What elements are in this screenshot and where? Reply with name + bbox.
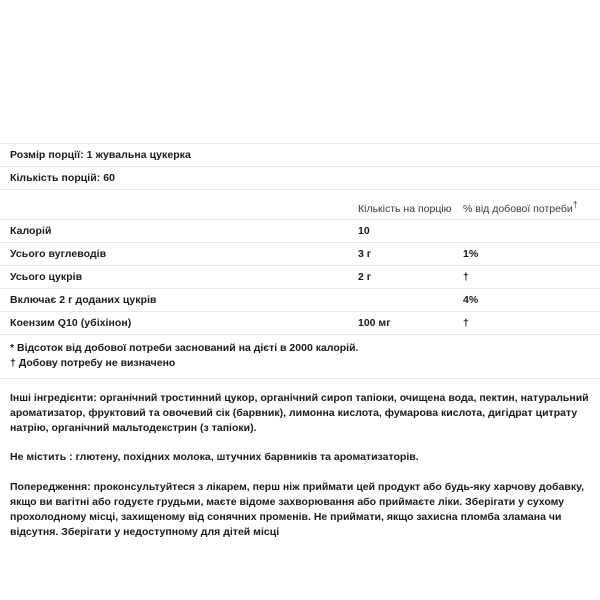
section-divider [0,378,600,379]
table-row [0,288,600,311]
nutrient-daily-value: † [463,270,469,283]
other-ingredients-paragraph: Інші інгредієнти: органічний тростинний цукор, органічний сироп тапіоки, очищена вода, пектин, натуральний ароматизатор, фруктовий та овочевий сік (барвник), лимонна кислота, фумарова кислота, дигідрат цитрату натрію, органічний мальтодекстрин (з тапіоки). [10,391,589,435]
nutrient-name: Усього цукрів [10,270,83,283]
column-header-daily-value-text: % від добової потреби [463,203,573,216]
nutrient-name: Усього вуглеводів [10,247,107,260]
column-header-daily-value-marker: † [572,199,578,210]
footnotes-block [0,334,600,378]
nutrient-name: Калорій [10,224,52,237]
serving-size-row [0,143,600,166]
nutrient-amount: 10 [358,224,370,237]
nutrient-name: Включає 2 г доданих цукрів [10,293,157,306]
footnote-daily-value-not-established: † Добову потребу не визначено [10,356,176,369]
nutrient-amount: 2 г [358,270,372,283]
nutrient-amount: 100 мг [358,316,391,329]
nutrient-amount: 3 г [358,247,372,260]
nutrient-daily-value: 1% [463,247,479,260]
nutrient-name: Коензим Q10 (убіхінон) [10,316,132,329]
table-row [0,311,600,334]
table-row [0,242,600,265]
nutrient-daily-value: † [463,316,469,329]
footnote-percent-daily-value: * Відсоток від добової потреби заснований на дієті в 2000 калорій. [10,342,359,354]
servings-per-container-row [0,166,600,189]
column-header-daily-value [463,199,600,216]
free-from-paragraph: Не містить : глютену, похідних молока, штучних барвників та ароматизаторів. [10,451,419,464]
servings-per-container-label: Кількість порцій: 60 [10,171,116,184]
serving-size-label: Розмір порції: 1 жувальна цукерка [10,148,191,161]
nutrient-daily-value: 4% [463,293,479,306]
supplement-facts-panel [0,143,600,541]
warning-paragraph: Попередження: проконсультуйтеся з лікарем, перш ніж приймати цей продукт або будь-яку харчову добавку, якщо ви вагітні або годуєте грудьми, маєте відоме захворювання або приймаєте ліки. Зберігати у сухому прохолодному місці, захищеному від сонячних променів. Не приймати, якщо захисна пломба зламана чи відсутня. Зберігати у недоступному для дітей місці [10,480,585,539]
table-row [0,219,600,242]
table-row [0,265,600,288]
column-header-amount-per-serving: Кількість на порцію [358,203,452,216]
table-column-header-row [0,189,600,219]
